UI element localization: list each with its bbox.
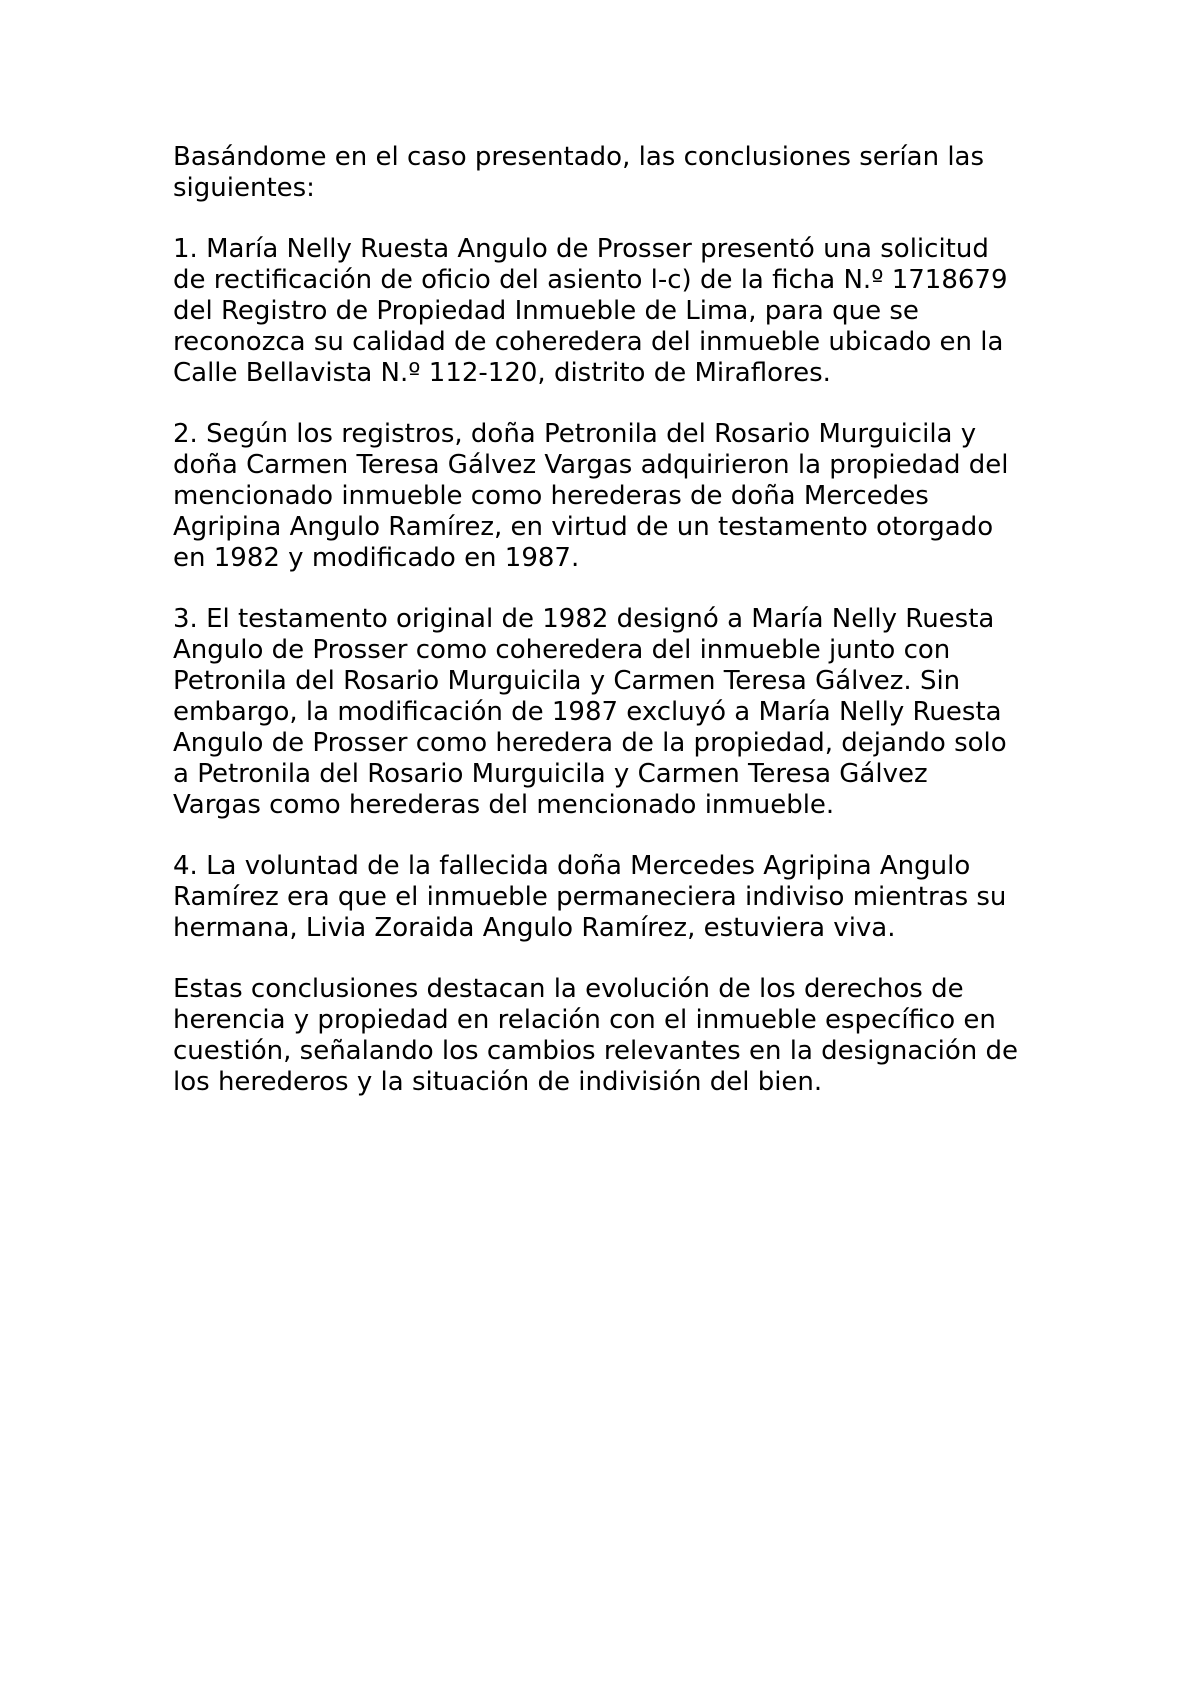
intro-paragraph: Basándome en el caso presentado, las conclusiones serían las siguientes: (173, 142, 985, 203)
conclusion-4-paragraph: 4. La voluntad de la fallecida doña Mercedes Agripina Angulo Ramírez era que el inmueble permaneciera indiviso mientras su hermana, Livia Zoraida Angulo Ramírez, estuviera viva. (173, 851, 1007, 943)
conclusion-3-paragraph: 3. El testamento original de 1982 designó a María Nelly Ruesta Angulo de Prosser como coheredera del inmueble junto con Petronila del Rosario Murguicila y Carmen Teresa Gálvez. Sin embargo, la modificación de 1987 excluyó a María Nelly Ruesta Angulo de Prosser como heredera de la propiedad, dejando solo a Petronila del Rosario Murguicila y Carmen Teresa Gálvez Vargas como herederas del mencionado inmueble. (173, 604, 1007, 820)
document-body (173, 142, 1053, 1128)
summary-paragraph: Estas conclusiones destacan la evolución de los derechos de herencia y propiedad en relación con el inmueble específico en cuestión, señalando los cambios relevantes en la designación de los herederos y la situación de indivisión del bien. (173, 974, 1018, 1097)
conclusion-1-paragraph: 1. María Nelly Ruesta Angulo de Prosser presentó una solicitud de rectificación de oficio del asiento l-c) de la ficha N.º 1718679 del Registro de Propiedad Inmueble de Lima, para que se reconozca su calidad de coheredera del inmueble ubicado en la Calle Bellavista N.º 112-120, distrito de Miraflores. (173, 234, 1008, 388)
conclusion-2-paragraph: 2. Según los registros, doña Petronila del Rosario Murguicila y doña Carmen Teresa Gálvez Vargas adquirieron la propiedad del mencionado inmueble como herederas de doña Mercedes Agripina Angulo Ramírez, en virtud de un testamento otorgado en 1982 y modificado en 1987. (173, 419, 1009, 573)
